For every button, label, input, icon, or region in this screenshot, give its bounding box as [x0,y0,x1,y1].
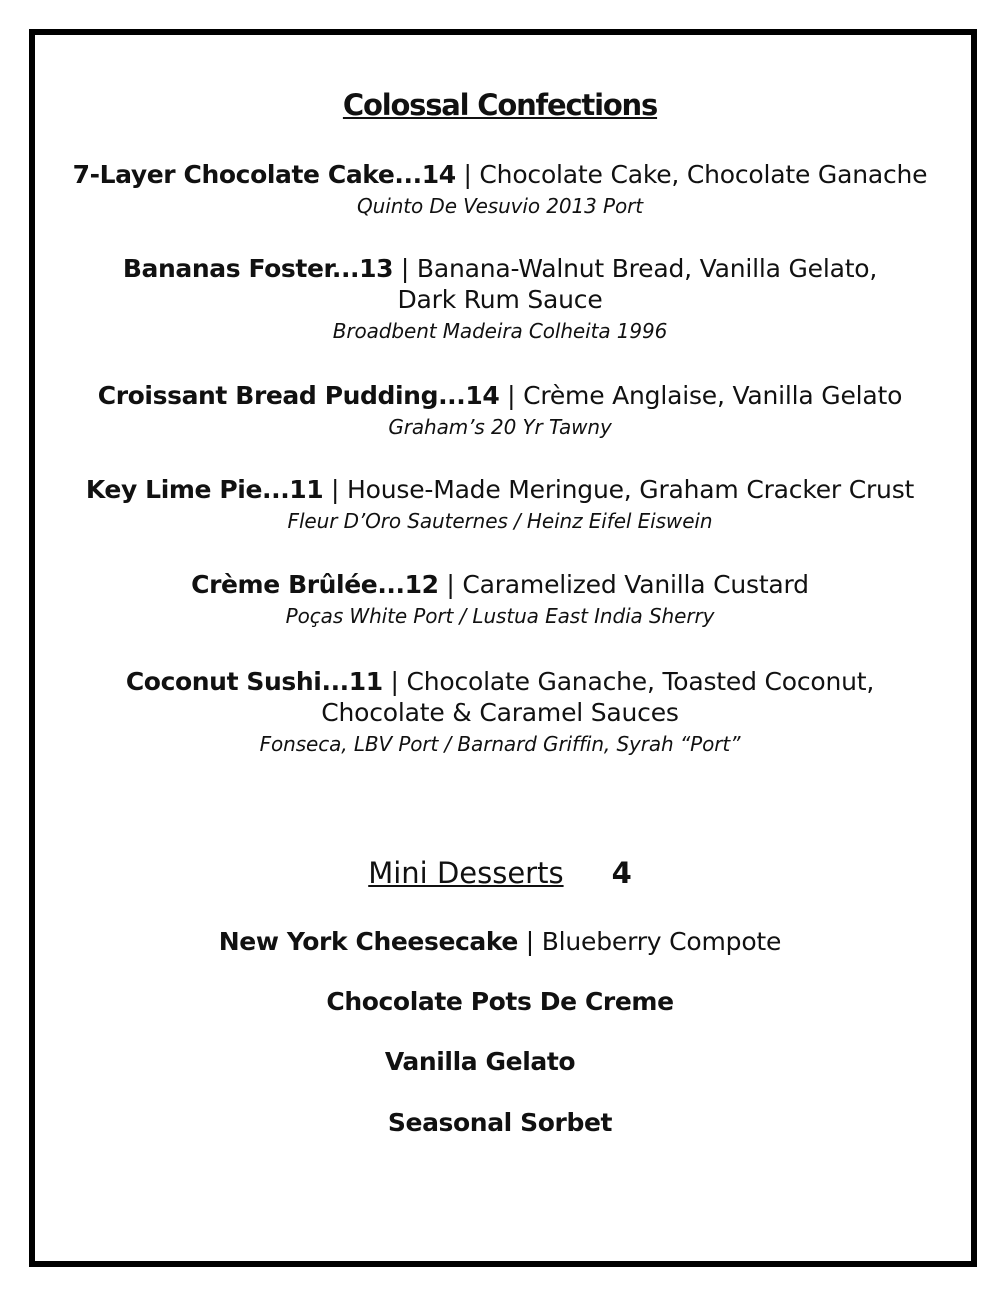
item-description-cont: Dark Rum Sauce [397,285,603,314]
mini-item-name: Vanilla Gelato [384,1047,576,1076]
mini-desserts-price: 4 [611,856,632,890]
wine-pairing: Fonseca, LBV Port / Barnard Griffin, Syrah “Port” [259,732,741,756]
wine-pairing: Poças White Port / Lustua East India Sherry [285,604,715,628]
item-description: Crème Anglaise, Vanilla Gelato [523,381,903,410]
item-name: 7-Layer Chocolate Cake...14 [72,160,456,189]
item-description: Chocolate Cake, Chocolate Ganache [479,160,928,189]
item-name: Croissant Bread Pudding...14 [97,381,500,410]
item-name: Bananas Foster...13 [122,254,394,283]
item-description: House-Made Meringue, Graham Cracker Crust [347,475,915,504]
item-description: Banana-Walnut Bread, Vanilla Gelato, [416,254,878,283]
item-description: Caramelized Vanilla Custard [462,570,809,599]
item-description-cont: Chocolate & Caramel Sauces [321,698,679,727]
item-name: Crème Brûlée...12 [191,570,439,599]
mini-item-name: Chocolate Pots De Creme [326,987,674,1016]
item-line: 7-Layer Chocolate Cake...14 | Chocolate Cake, Chocolate Ganache [72,160,928,189]
item-name: Key Lime Pie...11 [85,475,324,504]
mini-item-name: Seasonal Sorbet [387,1108,613,1137]
item-line: Croissant Bread Pudding...14 | Crème Anglaise, Vanilla Gelato [97,381,903,410]
mini-item-name: New York Cheesecake [218,927,518,956]
item-description: Chocolate Ganache, Toasted Coconut, [406,667,875,696]
wine-pairing: Fleur D’Oro Sauternes / Heinz Eifel Eiswein [287,509,713,533]
mini-item [0,986,1000,1017]
mini-item [0,1107,1000,1138]
item-line: Bananas Foster...13 | Banana-Walnut Bread, Vanilla Gelato, [122,254,878,283]
item-name: Coconut Sushi...11 [125,667,383,696]
menu-item [40,159,960,222]
mini-desserts-title: Mini Desserts [368,856,564,890]
item-line: Crème Brûlée...12 | Caramelized Vanilla Custard [191,570,809,599]
item-line: Key Lime Pie...11 | House-Made Meringue, Graham Cracker Crust [85,475,915,504]
mini-item [0,1046,980,1077]
colossal-confections-title: Colossal Confections [342,88,658,122]
wine-pairing: Graham’s 20 Yr Tawny [388,415,612,439]
item-line: Coconut Sushi...11 | Chocolate Ganache, Toasted Coconut, [125,667,875,696]
mini-item-description: Blueberry Compote [541,927,782,956]
menu-item [40,666,960,760]
wine-pairing: Broadbent Madeira Colheita 1996 [332,319,668,343]
mini-desserts-header [0,856,1000,890]
menu-item [40,253,960,347]
mini-item: New York Cheesecake | Blueberry Compote [218,927,782,956]
menu-item [40,569,960,632]
wine-pairing: Quinto De Vesuvio 2013 Port [357,194,643,218]
menu-item [40,380,960,443]
menu-item [40,474,960,537]
